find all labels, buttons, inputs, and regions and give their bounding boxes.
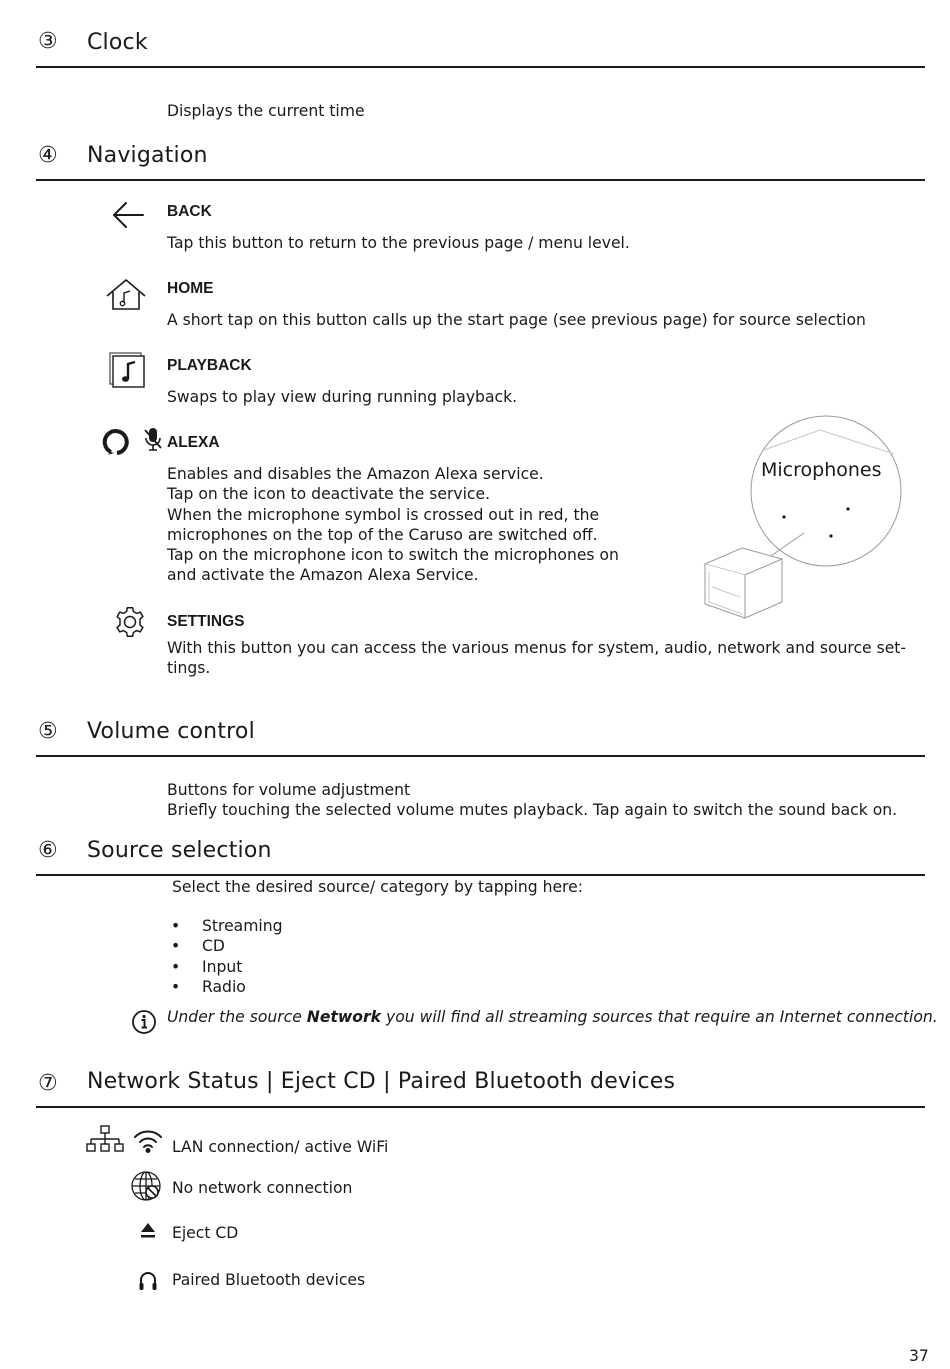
- note-bold-network: Network: [306, 1008, 382, 1026]
- section-heading-network: Network Status | Eject CD | Paired Bluetooth devices: [87, 1069, 676, 1094]
- section-number: ③: [38, 29, 58, 54]
- network-row-eject: Eject CD: [172, 1224, 239, 1242]
- list-item: • Input: [167, 957, 283, 977]
- alexa-line: Enables and disables the Amazon Alexa service.: [167, 465, 544, 483]
- section-heading-navigation: Navigation: [87, 143, 208, 168]
- alexa-line: microphones on the top of the Caruso are switched off.: [167, 525, 598, 544]
- network-row-lan: LAN connection/ active WiFi: [172, 1138, 389, 1156]
- section-heading-source: Source selection: [87, 838, 272, 863]
- volume-line: Buttons for volume adjustment: [167, 781, 411, 799]
- section-divider: [36, 179, 925, 181]
- source-list: [167, 916, 283, 997]
- alexa-line: When the microphone symbol is crossed out in red, the: [167, 505, 600, 524]
- headphones-icon: [137, 1269, 159, 1293]
- section-number: ⑥: [38, 838, 58, 863]
- clock-description: Displays the current time: [167, 102, 365, 120]
- lan-icon: [86, 1124, 124, 1154]
- nav-desc-alexa: [167, 464, 619, 586]
- section-number: ⑤: [38, 719, 58, 744]
- nav-desc-back: Tap this button to return to the previous page / menu level.: [167, 234, 630, 252]
- list-item: • CD: [167, 936, 283, 956]
- section-heading-clock: Clock: [87, 30, 148, 55]
- gear-icon: [113, 605, 147, 639]
- network-row-bluetooth: Paired Bluetooth devices: [172, 1271, 366, 1289]
- home-icon: [104, 276, 148, 312]
- volume-description: [167, 780, 897, 821]
- settings-line: With this button you can access the various menus for system, audio, network and source set-: [167, 639, 907, 657]
- list-item: • Radio: [167, 977, 283, 997]
- alexa-ring-icon: [102, 428, 132, 456]
- section-number: ⑦: [38, 1071, 58, 1096]
- nav-desc-playback: Swaps to play view during running playback.: [167, 388, 518, 406]
- alexa-line: Tap on the microphone icon to switch the microphones on: [167, 546, 619, 565]
- section-divider: [36, 66, 925, 68]
- microphones-label: Microphones: [761, 459, 882, 481]
- section-divider: [36, 874, 925, 876]
- nav-label-settings: SETTINGS: [167, 613, 245, 630]
- network-row-no-connection: No network connection: [172, 1179, 353, 1197]
- microphone-muted-icon: [142, 426, 164, 454]
- back-arrow-icon: [110, 200, 146, 230]
- no-network-globe-icon: [130, 1170, 164, 1202]
- nav-label-back: BACK: [167, 203, 212, 220]
- section-number: ④: [38, 143, 58, 168]
- source-note: [167, 1007, 938, 1027]
- volume-line: Briefly touching the selected volume mutes playback. Tap again to switch the sound back on.: [167, 801, 898, 820]
- note-text: you will find all streaming sources that require an Internet connection.: [381, 1008, 938, 1026]
- page-number: 37: [909, 1347, 929, 1365]
- nav-label-alexa: ALEXA: [167, 434, 220, 451]
- list-item: • Streaming: [167, 916, 283, 936]
- source-intro: Select the desired source/ category by tapping here:: [172, 878, 583, 896]
- section-heading-volume: Volume control: [87, 719, 255, 744]
- nav-label-home: HOME: [167, 280, 214, 297]
- settings-line: tings.: [167, 659, 211, 678]
- playback-icon: [108, 352, 146, 388]
- section-divider: [36, 755, 925, 757]
- info-icon: [131, 1009, 157, 1035]
- section-divider: [36, 1106, 925, 1108]
- note-text: Under the source: [167, 1008, 307, 1026]
- nav-desc-settings: [167, 638, 906, 679]
- microphones-illustration: [700, 412, 906, 624]
- wifi-icon: [132, 1128, 164, 1156]
- nav-desc-home: A short tap on this button calls up the start page (see previous page) for source selection: [167, 311, 866, 329]
- nav-label-playback: PLAYBACK: [167, 357, 252, 374]
- eject-icon: [139, 1221, 157, 1241]
- alexa-line: and activate the Amazon Alexa Service.: [167, 566, 479, 585]
- alexa-line: Tap on the icon to deactivate the service.: [167, 485, 491, 504]
